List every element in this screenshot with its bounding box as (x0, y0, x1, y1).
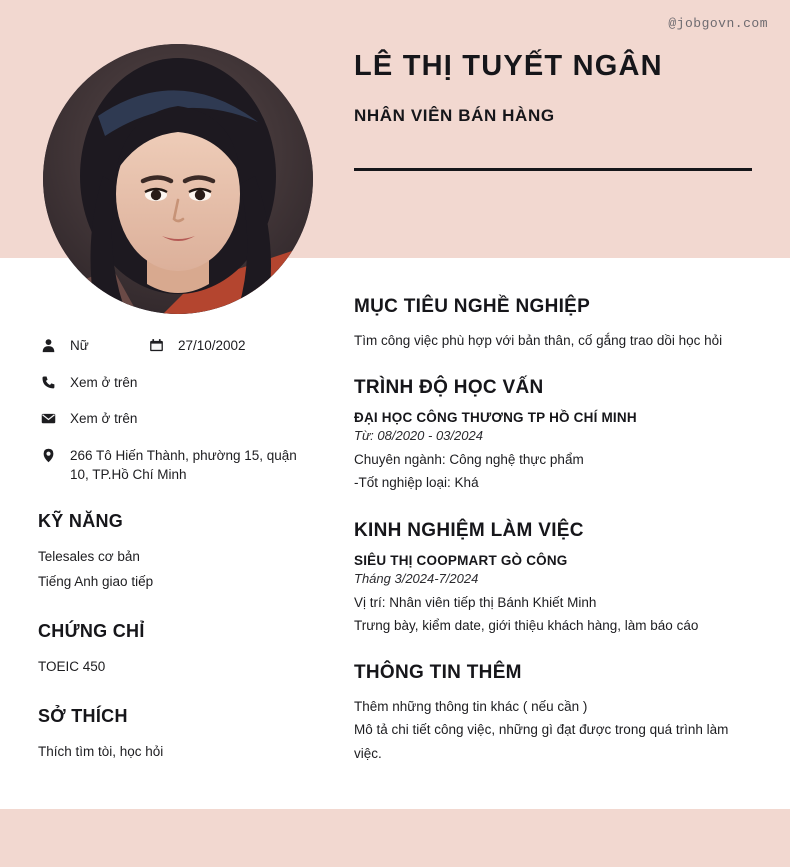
contact-phone (38, 373, 318, 393)
contact-birthday-value: 27/10/2002 (178, 338, 246, 353)
experience-detail: Trưng bày, kiểm date, giới thiệu khách hàng, làm báo cáo (354, 617, 699, 633)
contact-address-value: 266 Tô Hiến Thành, phường 15, quận 10, TP.Hồ Chí Minh (70, 447, 297, 483)
additional-section (354, 662, 754, 765)
calendar-icon (146, 336, 166, 353)
location-pin-icon (38, 446, 58, 463)
contact-email-value: Xem ở trên (70, 411, 138, 427)
contact-phone-value: Xem ở trên (70, 374, 138, 390)
avatar (43, 44, 313, 314)
experience-period: Tháng 3/2024-7/2024 (354, 570, 479, 586)
right-column (354, 296, 754, 790)
experience-section (354, 520, 754, 637)
skill-item: Telesales cơ bản (38, 548, 140, 564)
left-column (38, 336, 318, 764)
experience-company: SIÊU THỊ COOPMART GÒ CÔNG (354, 552, 568, 568)
education-school: ĐẠI HỌC CÔNG THƯƠNG TP HỒ CHÍ MINH (354, 410, 637, 426)
additional-title: THÔNG TIN THÊM (354, 662, 522, 684)
experience-title: KINH NGHIỆM LÀM VIỆC (354, 519, 584, 541)
additional-line-2: Mô tả chi tiết công việc, những gì đạt được trong quá trình làm việc. (354, 722, 729, 761)
additional-line-1: Thêm những thông tin khác ( nếu cần ) (354, 699, 588, 715)
contact-birthday (146, 336, 246, 356)
experience-position: Vị trí: Nhân viên tiếp thị Bánh Khiết Minh (354, 594, 597, 610)
person-icon (38, 336, 58, 353)
hobby-item: Thích tìm tòi, học hỏi (38, 743, 164, 759)
skill-item: Tiếng Anh giao tiếp (38, 574, 154, 590)
footer-banner (0, 809, 790, 867)
contact-gender (38, 336, 146, 356)
education-result: -Tốt nghiệp loại: Khá (354, 475, 479, 491)
phone-icon (38, 373, 58, 390)
contact-email (38, 409, 318, 429)
education-section (354, 377, 754, 494)
contact-gender-value: Nữ (70, 338, 89, 353)
header-text-block (354, 48, 754, 126)
watermark: @jobgovn.com (668, 16, 768, 31)
objective-text: Tìm công việc phù hợp với bản thân, cố gắng trao dồi học hỏi (354, 333, 723, 348)
skills-title: KỸ NĂNG (38, 510, 124, 531)
candidate-role: NHÂN VIÊN BÁN HÀNG (354, 106, 555, 126)
candidate-name: LÊ THỊ TUYẾT NGÂN (354, 50, 663, 82)
education-period: Từ: 08/2020 - 03/2024 (354, 428, 483, 444)
education-title: TRÌNH ĐỘ HỌC VẤN (354, 377, 544, 399)
avatar-photo (43, 44, 313, 314)
certificate-item: TOEIC 450 (38, 659, 106, 675)
objective-section (354, 296, 754, 352)
objective-title: MỤC TIÊU NGHỀ NGHIỆP (354, 296, 591, 317)
mail-icon (38, 409, 58, 426)
hobbies-title: SỞ THÍCH (38, 705, 128, 726)
certificates-title: CHỨNG CHỈ (38, 621, 145, 642)
header-divider (354, 168, 752, 171)
contact-address (38, 446, 318, 485)
education-major: Chuyên ngành: Công nghệ thực phẩm (354, 452, 584, 468)
contact-row-gender-birthday (38, 336, 318, 373)
